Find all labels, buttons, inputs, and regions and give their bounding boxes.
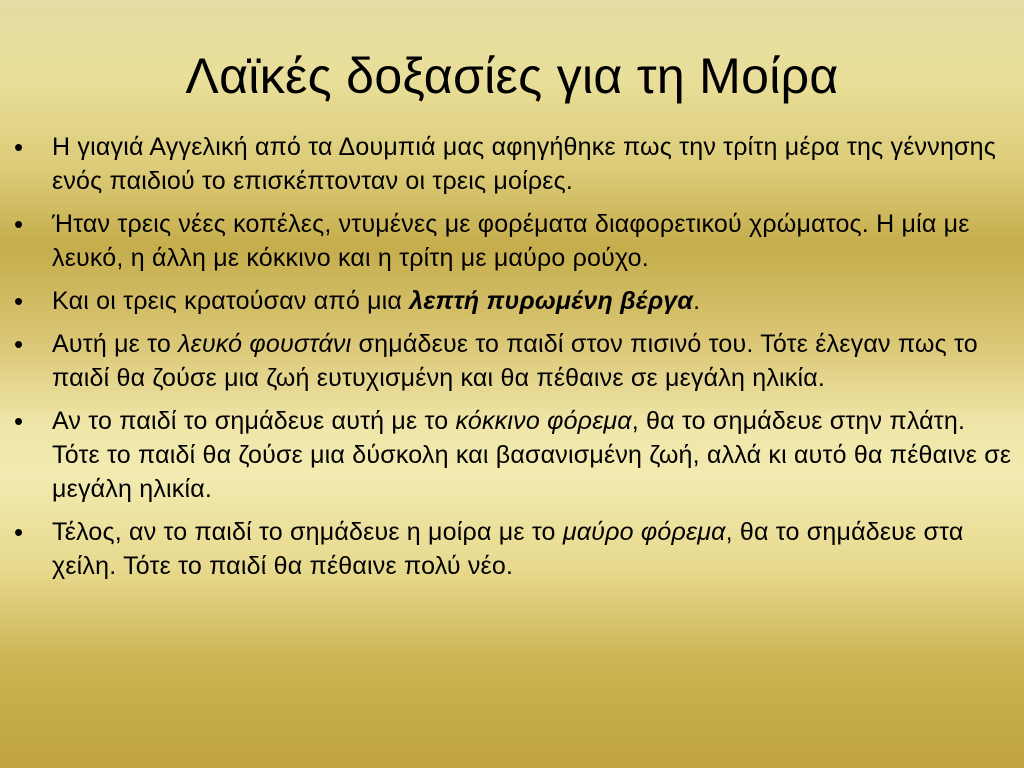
bullet-dot-icon: • [14, 286, 24, 316]
bullet-item [12, 404, 1012, 506]
bullet-item [12, 515, 1012, 583]
bullet-item [12, 130, 1012, 198]
emphasized-phrase: λεπτή πυρωμένη βέργα [409, 287, 694, 315]
bullet-dot-icon: • [14, 406, 24, 436]
text-segment: Και οι τρεις κρατούσαν από μια [52, 287, 410, 315]
bullet-list [12, 130, 1012, 592]
bullet-item [12, 284, 1012, 318]
emphasized-phrase: κόκκινο φόρεμα [455, 407, 632, 435]
slide-title: Λαϊκές δοξασίες για τη Μοίρα [185, 48, 839, 104]
bullet-dot-icon: • [14, 329, 24, 359]
bullet-text [52, 327, 1012, 395]
bullet-dot-icon: • [14, 209, 24, 239]
bullet-text [52, 207, 1012, 275]
text-segment: Ήταν τρεις νέες κοπέλες, ντυμένες με φορέματα διαφορετικού χρώματος. Η μία με λευκό, η άλλη με κόκκινο και η τρίτη με μαύρο ρούχο. [52, 210, 970, 272]
text-segment: Αν το παιδί το σημάδευε αυτή με το [52, 407, 456, 435]
text-segment: Αυτή με το [52, 330, 179, 358]
text-segment: . [693, 287, 701, 315]
bullet-dot-icon: • [14, 517, 24, 547]
text-segment: Τέλος, αν το παιδί το σημάδευε η μοίρα με το [52, 518, 563, 546]
bullet-text [52, 404, 1012, 506]
bullet-item [12, 327, 1012, 395]
bullet-text [52, 130, 1012, 198]
bullet-text [52, 284, 1012, 318]
text-segment: , θα το σημάδευε στα χείλη. Τότε το παιδί θα πέθαινε πολύ νέο. [52, 518, 964, 580]
emphasized-phrase: μαύρο φόρεμα [562, 518, 726, 546]
text-segment: Η γιαγιά Αγγελική από τα Δουμπιά μας αφηγήθηκε πως την τρίτη μέρα της γέννησης ενός παιδιού το επισκέπτονταν οι τρεις μοίρες. [52, 133, 997, 195]
emphasized-phrase: λευκό φουστάνι [178, 330, 352, 358]
text-segment: , θα το σημάδευε στην πλάτη. Τότε το παιδί θα ζούσε μια δύσκολη και βασανισμένη ζωή, αλλά κι αυτό θα πέθαινε σε μεγάλη ηλικία. [52, 407, 1012, 503]
bullet-item [12, 207, 1012, 275]
bullet-text [52, 515, 1012, 583]
text-segment: σημάδευε το παιδί στον πισινό του. Τότε έλεγαν πως το παιδί θα ζούσε μια ζωή ευτυχισμένη και θα πέθαινε σε μεγάλη ηλικία. [52, 330, 978, 392]
bullet-dot-icon: • [14, 132, 24, 162]
